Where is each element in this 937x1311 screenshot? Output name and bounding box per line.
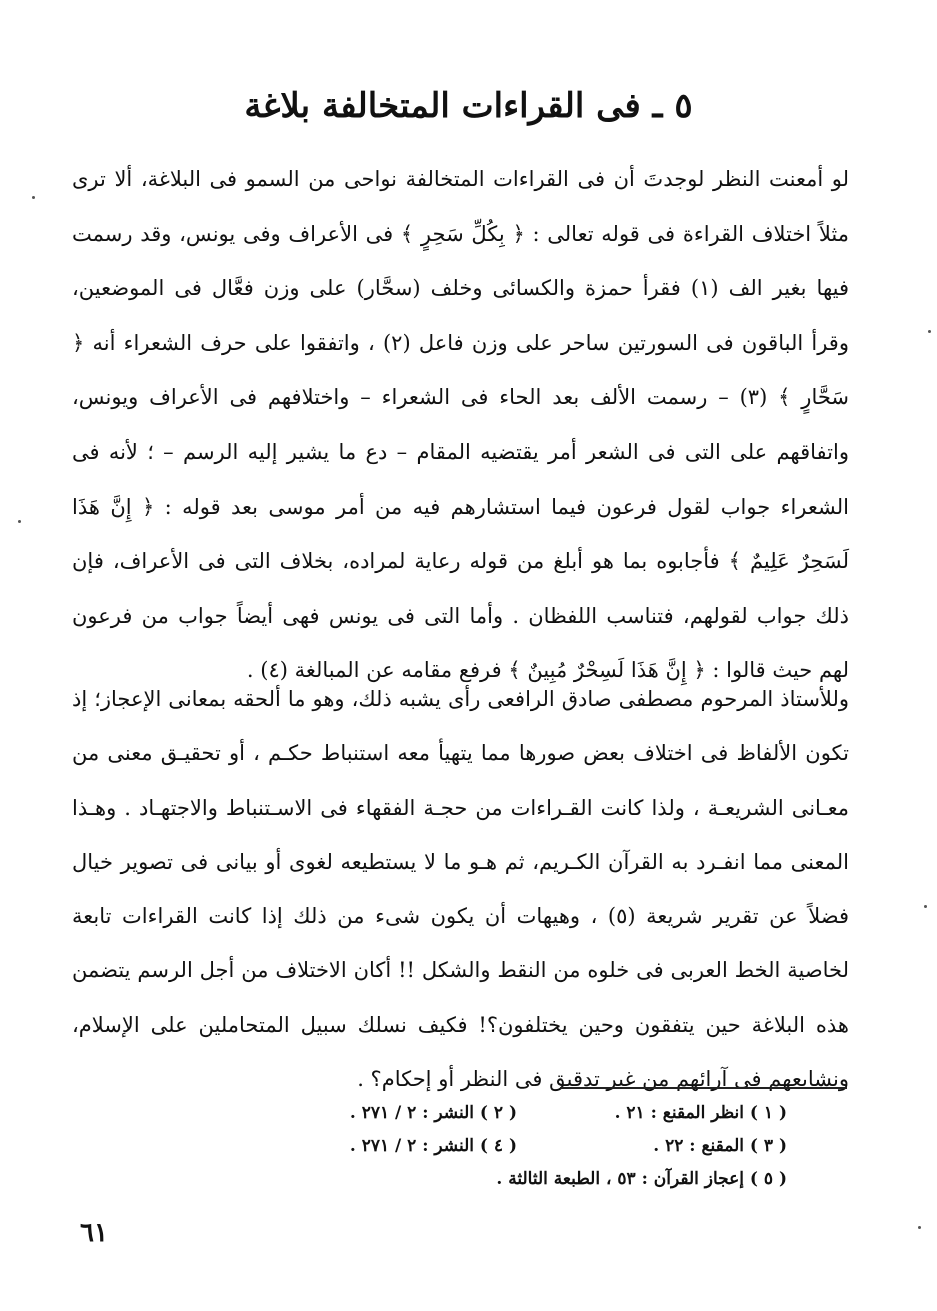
paragraph-2 (72, 672, 849, 1106)
footnote-divider (560, 1087, 847, 1089)
scan-speck (928, 330, 931, 333)
paragraph-1 (72, 152, 849, 698)
footnote-1: ( ١ ) انظر المقنع : ٢١ . (614, 1103, 787, 1123)
scan-speck (918, 1226, 921, 1229)
scan-speck (924, 905, 927, 908)
footnote-3: ( ٣ ) المقنع : ٢٢ . (653, 1136, 787, 1156)
paragraph-1-text: لو أمعنت النظر لوجدتَ أن فى القراءات المتخالفة نواحى من السمو فى البلاغة، ألا ترى مثلاً اختلاف القراءة فى قوله تعالى : ﴿ بِكُلِّ سَحِرٍ ﴾ فى الأعراف وفى يونس، وقد رسمت فيها بغير الف (١) فقرأ حمزة والكسائى وخلف (سحَّار) على وزن فعَّال فى الموضعين، وقرأ الباقون فى السورتين ساحر على وزن فاعل (٢) ، واتفقوا على حرف الشعراء أنه ﴿ سَحَّارٍ ﴾ (٣) – رسمت الألف بعد الحاء فى الشعراء – واختلافهم فى الأعراف ويونس، واتفاقهم على التى فى الشعر أمر يقتضيه المقام – دع ما يشير إليه الرسم – ؛ لأنه فى الشعراء جواب لقول فرعون فيما استشارهم فيه من أمر موسى بعد قوله : ﴿ إِنَّ هَذَا لَسَحِرٌ عَلِيمٌ ﴾ فأجابوه بما هو أبلغ من قوله رعاية لمراده، بخلاف التى فى الأعراف، فإن ذلك جواب لقولهم، فتناسب اللفظان . وأما التى فى يونس فهى أيضاً جواب من فرعون لهم حيث قالوا : ﴿ إِنَّ هَذَا لَسِحْرٌ مُبِينٌ ﴾ فرفع مقامه عن المبالغة (٤) . (72, 167, 849, 683)
paragraph-2-text: وللأستاذ المرحوم مصطفى صادق الرافعى رأى يشبه ذلك، وهو ما ألحقه بمعانى الإعجاز؛ إذ تكون الألفاظ فى اختلاف بعض صورها مما يتهيأ معه استنباط حكـم ، أو تحقيـق معنى من معـانى الشريعـة ، ولذا كانت القـراءات من حجـة الفقهاء فى الاسـتنباط والاجتهـاد . وهـذا المعنى مما انفـرد به القرآن الكـريم، ثم هـو ما لا يستطيعه لغوى أو بيانى فى تصوير خيال فضلاً عن تقرير شريعة (٥) ، وهيهات أن يكون شىء من ذلك إذا كانت القراءات تابعة لخاصية الخط العربى فى خلوه من النقط والشكل !! أكان الاختلاف من أجل الرسم يتضمن هذه البلاغة حين يتفقون وحين يختلفون؟! فكيف نسلك سبيل المتحاملين على الإسلام، ونشايعهم فى آرائهم من غير تدقيق فى النظر أو إحكام؟ . (72, 687, 850, 1092)
scan-speck (18, 520, 21, 523)
section-title: ٥ ـ فى القراءات المتخالفة بلاغة (244, 86, 693, 126)
footnote-4: ( ٤ ) النشر : ٢ / ٢٧١ . (349, 1136, 517, 1156)
footnote-5: ( ٥ ) إعجاز القرآن : ٥٣ ، الطبعة الثالثة . (496, 1169, 787, 1189)
scan-speck (32, 196, 35, 199)
page-number: ٦١ (80, 1218, 108, 1248)
footnote-2: ( ٢ ) النشر : ٢ / ٢٧١ . (349, 1103, 517, 1123)
